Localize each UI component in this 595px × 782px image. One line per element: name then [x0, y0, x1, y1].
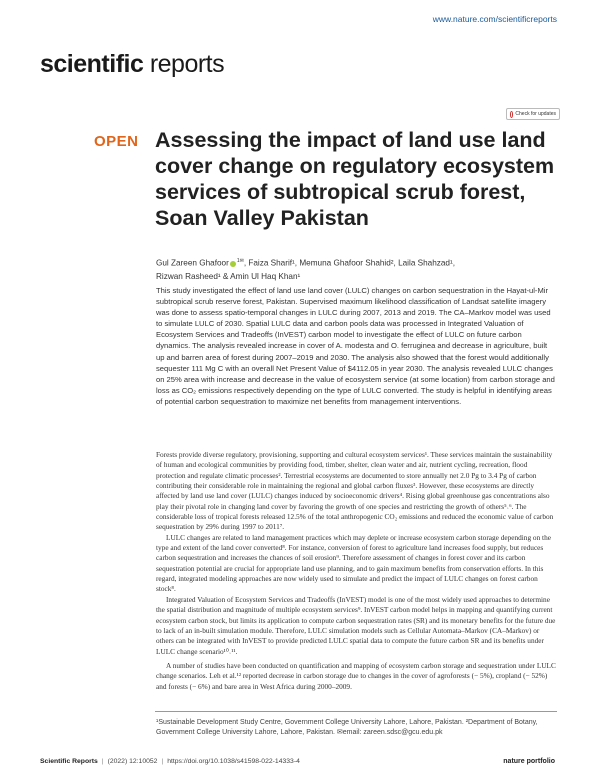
divider	[155, 711, 557, 712]
check-updates-label: Check for updates	[515, 111, 556, 117]
author-first-sup: 1✉	[236, 258, 244, 264]
author-list	[156, 255, 556, 283]
publisher-logo: nature portfolio	[503, 758, 555, 765]
footer-separator: |	[101, 758, 104, 765]
affiliations: ¹Sustainable Development Study Centre, Government College University Lahore, Lahore, Pakistan. ²Department of Botany, Government College University Lahore, Lahore, Pakistan. ✉email: zareen.sdsc@gcu.edu.pk	[156, 719, 538, 736]
paragraph: A number of studies have been conducted on quantification and mapping of ecosystem carbon storage and sequestration under LULC change scenarios. Leh et al.¹² reported decrease in carbon storage due to changes in the cover of agroforests (− 5%), cropland (− 52%) and forests (− 6%) and bare area in West Africa during 2000–2009.	[156, 660, 556, 691]
author-first[interactable]: Gul Zareen Ghafoor	[156, 258, 229, 268]
journal-logo	[40, 52, 224, 77]
article-title: Assessing the impact of land use land cover change on regulatory ecosystem services of subtropical scrub forest, Soan Valley Pakistan	[155, 128, 555, 230]
footer-citation: (2022) 12:10052	[107, 758, 158, 765]
main-text	[156, 450, 556, 692]
brand-bold: scientific	[40, 50, 144, 78]
paragraph: Integrated Valuation of Ecosystem Services and Tradeoffs (InVEST) model is one of the most widely used approaches to determine the spatial distribution and magnitude of multiple ecosystem services⁹. InVEST carbon model helps in mapping and quantifying current ecosystem carbon stock, but limits its application to compute carbon sequestration rates (SR) and its monetary benefits for the future due to lack of an in-built simulation module. Therefore, LULC simulation models such as Cellular Automata–Markov (CA–Markov) or others can be integrated with InVEST to provide predicted LULC spatial data to compute the future carbon SR and its benefits under LULC change scenario¹⁰˒¹¹.	[156, 594, 556, 656]
authors-line2: Rizwan Rasheed¹ & Amin Ul Haq Khan¹	[156, 271, 301, 281]
check-updates-button[interactable]	[506, 108, 560, 120]
orcid-icon[interactable]	[230, 261, 236, 267]
authors-rest: , Faiza Sharif¹, Memuna Ghafoor Shahid², Laila Shahzad¹,	[243, 258, 455, 268]
footer-doi[interactable]: https://doi.org/10.1038/s41598-022-14333-4	[167, 758, 300, 765]
paragraph: Forests provide diverse regulatory, provisioning, supporting and cultural ecosystem services¹. These services maintain the sustainability of human and ecological communities by providing food, timber, shelter, clean water and air, nutrient cycling, recreation, flood protection and regulate climatic processes². Terrestrial ecosystems are documented to store annually net 2.0 Pg to 3.4 Pg of carbon contributing their considerable role in maintaining the regional and global carbon fluxes³. However, these ecosystems are directly affected by land use land cover (LULC) changes induced by socioeconomic drivers⁴. Rising global greenhouse gas concentrations also play their pivotal role in changing land cover by favoring the growth of one species and restricting the growth of others⁵˒⁶. The considerable loss of tropical forests released 12.5% of the total anthropogenic CO₂ emissions and reduced the economic value of carbon sequestration by 29% during 1997 to 2011⁷.	[156, 450, 554, 532]
abstract: This study investigated the effect of land use land cover (LULC) changes on carbon sequestration in the Hayat-ul-Mir subtropical scrub reserve forest, Pakistan. Supervised maximum likelihood classification of Landsat satellite imagery was done to assess spatio-temporal changes in LULC during 2007, 2013 and 2019. The CA–Markov model was used to simulate LULC of 2030. Spatial LULC data and carbon pools data was processed in Integrated Valuation of Ecosystem Services and Tradeoffs (InVEST) carbon model to investigate the effect of LULC on future carbon dynamics. The analysis revealed increase in cover of A. modesta and O. ferruginea and decrease in agriculture, built up and barren area of forest during 2007–2019 and 2030. The analysis also showed that the forest would additionally sequester 111 Mg C with an overall Net Present Value of $4112.05 in year 2030. The analysis revealed LULC changes on 25% area with increase and decrease in the value of ecosystem service (at some location) from carbon storage and loss as CO₂ emissions respectively depending on the type of LULC converted. The study is helpful in identifying areas of potential carbon sequestration to maximize net benefits from management interventions.	[156, 286, 555, 406]
refresh-icon	[510, 111, 513, 118]
page-footer	[40, 758, 555, 765]
paragraph: LULC changes are related to land management practices which may deplete or increase ecosystem carbon storage depending on the type and extent of the land cover converted⁸. For instance, conversion of forest to agriculture land increases food supply, but reduces carbon sequestration and increases the chances of soil erosion⁹. Therefore assessment of changes in forest cover and its carbon sequestration potential are crucial for appropriate land use planning, and to gain maximum benefits from conservation efforts. In this regard, integrated modeling approaches are now widely used to simulate and predict the impact of LULC changes on forest carbon stock⁸.	[156, 532, 551, 594]
journal-url[interactable]: www.nature.com/scientificreports	[432, 14, 557, 24]
open-access-label: OPEN	[94, 133, 139, 150]
footer-journal: Scientific Reports	[40, 758, 98, 765]
brand-light: reports	[143, 50, 225, 78]
footer-separator: |	[161, 758, 164, 765]
